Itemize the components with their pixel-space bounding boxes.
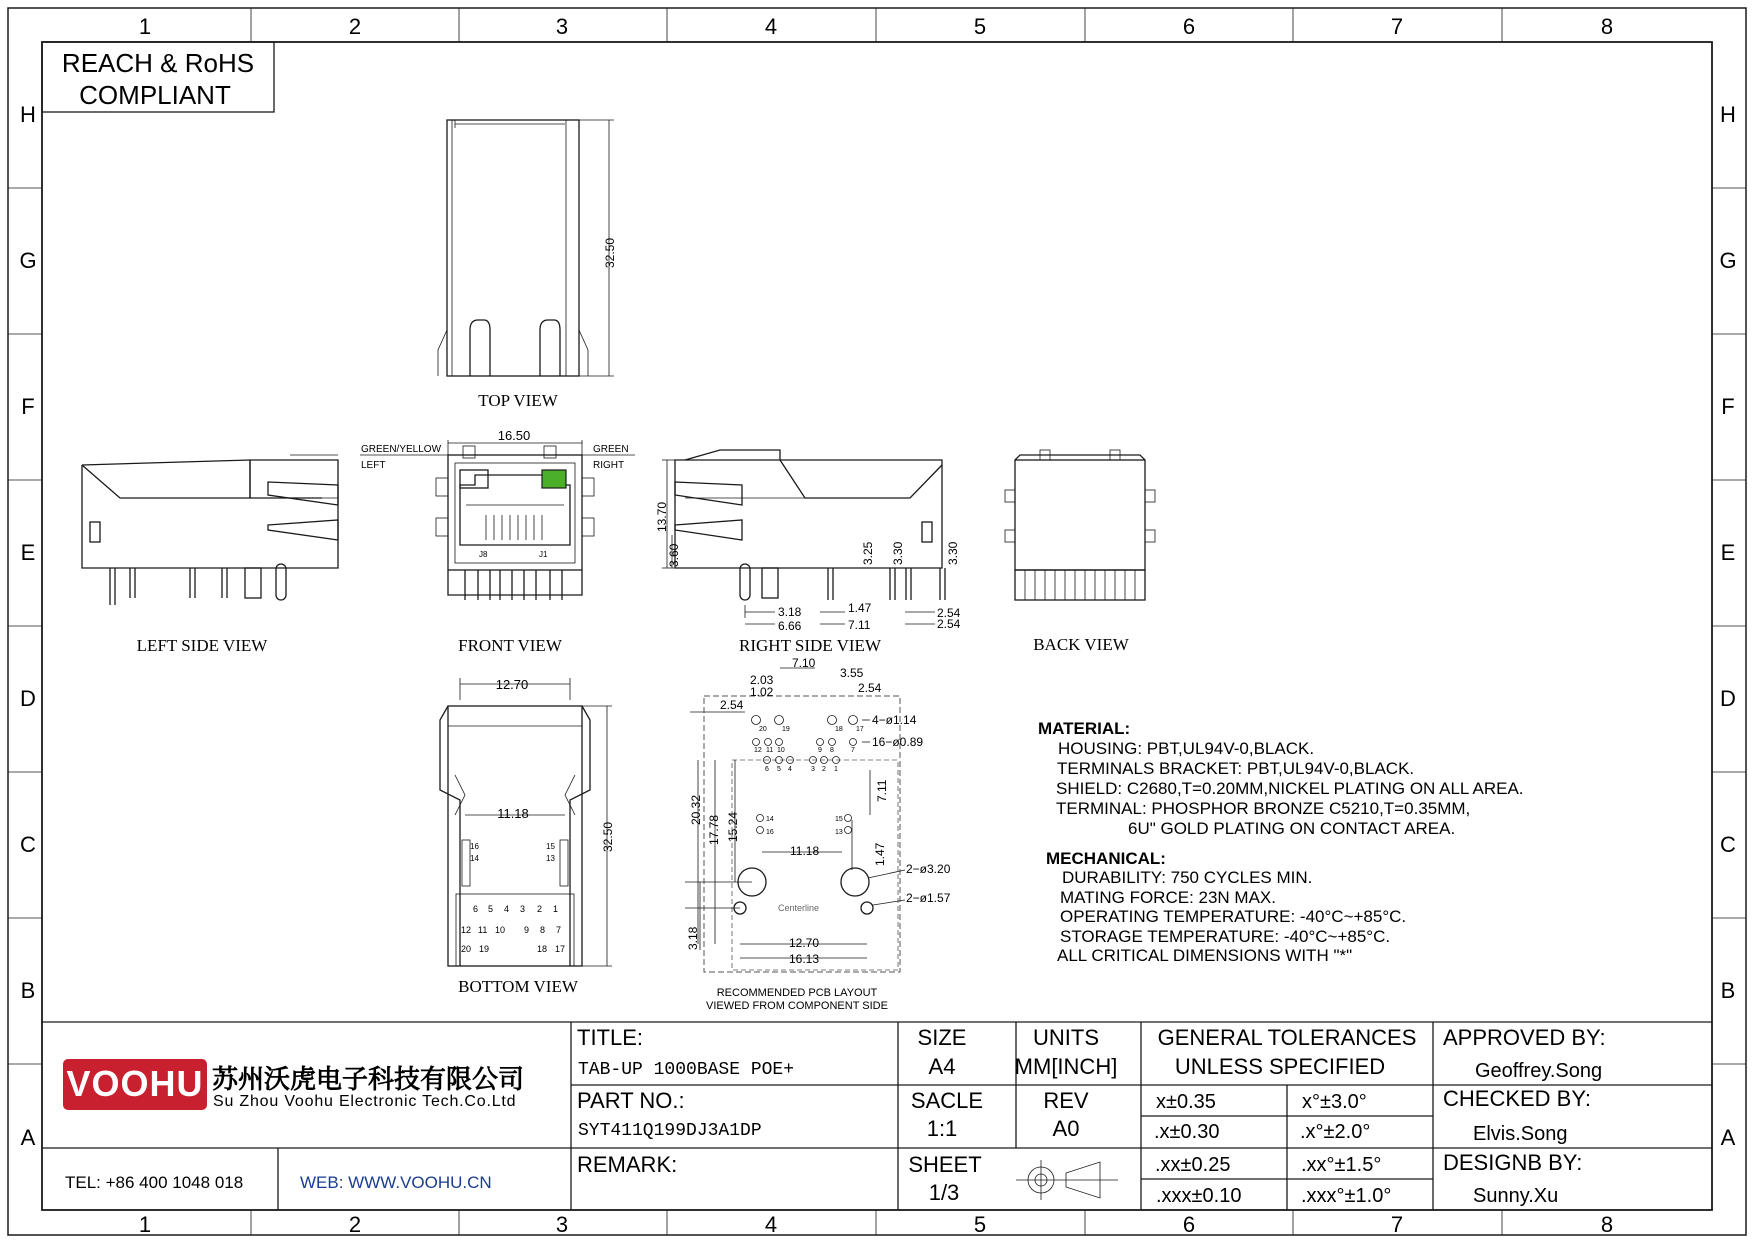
tolerance-linear: .x±0.30 bbox=[1154, 1121, 1220, 1143]
dim-front-width: 16.50 bbox=[497, 428, 531, 443]
grid-column-label: 5 bbox=[973, 14, 987, 39]
grid-column-label: 4 bbox=[764, 14, 778, 39]
pcb-hole-number: 11 bbox=[766, 747, 774, 754]
dim-bottom-inner: 11.18 bbox=[497, 806, 529, 821]
dim-pcb-d320: 2−ø3.20 bbox=[906, 862, 951, 876]
pcb-hole bbox=[845, 827, 852, 834]
tolerance-title-2: UNLESS SPECIFIED bbox=[1174, 1054, 1386, 1079]
pcb-note-line1: RECOMMENDED PCB LAYOUT bbox=[716, 987, 878, 999]
sheet-value: 1/3 bbox=[928, 1180, 960, 1205]
grid-row-label: A bbox=[1720, 1125, 1736, 1150]
mechanical-line: DURABILITY: 750 CYCLES MIN. bbox=[1062, 868, 1313, 887]
pcb-hole-number: 20 bbox=[759, 726, 767, 733]
grid-row-label: D bbox=[20, 686, 36, 711]
pin-label: 8 bbox=[540, 925, 546, 935]
dim-pcb-318: 3.18 bbox=[686, 926, 700, 950]
material-title: MATERIAL: bbox=[1038, 719, 1131, 738]
mechanical-line: OPERATING TEMPERATURE: -40°C~+85°C. bbox=[1060, 907, 1407, 926]
bottom-pin-row2 bbox=[461, 925, 561, 935]
pcb-layout bbox=[685, 656, 951, 1012]
pcb-hole-number: 7 bbox=[851, 747, 855, 754]
right-side-view bbox=[655, 450, 961, 655]
dim-rs-254b: 2.54 bbox=[937, 617, 961, 631]
dim-rs-330a: 3.30 bbox=[891, 541, 905, 565]
grid-row-label: H bbox=[20, 102, 36, 127]
top-view bbox=[438, 120, 617, 410]
approved-value: Geoffrey.Song bbox=[1475, 1060, 1603, 1082]
tolerance-linear: x±0.35 bbox=[1156, 1091, 1216, 1113]
pcb-hole bbox=[752, 716, 761, 725]
pcb-hole-number: 13 bbox=[835, 829, 843, 836]
pcb-hole-number: 12 bbox=[754, 747, 762, 754]
led-left-color: GREEN/YELLOW bbox=[361, 444, 442, 455]
scale-value: 1:1 bbox=[926, 1116, 958, 1141]
pcb-hole-number: 3 bbox=[811, 766, 815, 773]
left-side-view bbox=[82, 455, 338, 655]
grid-column-label: 2 bbox=[348, 1212, 362, 1237]
compliance-line1: REACH & RoHS bbox=[61, 48, 255, 78]
pin-label: 2 bbox=[537, 904, 543, 914]
grid-row-label: C bbox=[20, 832, 36, 857]
pcb-hole-number: 5 bbox=[777, 766, 781, 773]
right-side-view-label: RIGHT SIDE VIEW bbox=[739, 636, 881, 655]
pin-label: 19 bbox=[479, 944, 490, 954]
dim-pcb-1524: 15.24 bbox=[726, 811, 740, 842]
dim-rs-147: 1.47 bbox=[848, 601, 872, 615]
dim-rs-330b: 3.30 bbox=[946, 541, 960, 565]
checked-value: Elvis.Song bbox=[1473, 1123, 1568, 1145]
dim-bottom-width: 12.70 bbox=[495, 677, 529, 692]
material-line: TERMINALS BRACKET: PBT,UL94V-0,BLACK. bbox=[1057, 759, 1415, 778]
pcb-hole bbox=[850, 739, 857, 746]
spec-notes bbox=[1038, 719, 1524, 965]
mechanical-line: STORAGE TEMPERATURE: -40°C~+85°C. bbox=[1060, 927, 1391, 946]
rev-value: A0 bbox=[1052, 1116, 1080, 1141]
grid-column-label: 1 bbox=[138, 1212, 152, 1237]
pin-label: 4 bbox=[504, 904, 510, 914]
dim-top-length: 32.50 bbox=[603, 237, 617, 268]
material-line: 6U" GOLD PLATING ON CONTACT AREA. bbox=[1128, 819, 1456, 838]
pcb-hole bbox=[845, 815, 852, 822]
pin-label: 7 bbox=[556, 925, 562, 935]
dim-pcb-102: 1.02 bbox=[750, 685, 774, 699]
pcb-hole bbox=[757, 827, 764, 834]
tolerance-angular: .xxx°±1.0° bbox=[1301, 1185, 1392, 1207]
dim-rs-666: 6.66 bbox=[778, 619, 802, 633]
led-right-position: RIGHT bbox=[593, 460, 625, 471]
dim-bottom-length: 32.50 bbox=[601, 821, 615, 852]
company-name-cn: 苏州沃虎电子科技有限公司 bbox=[212, 1064, 525, 1094]
scale-label: SACLE bbox=[910, 1088, 984, 1113]
top-view-label: TOP VIEW bbox=[478, 391, 558, 410]
part-no-value: SYT411Q199DJ3A1DP bbox=[578, 1121, 762, 1141]
remark-label: REMARK: bbox=[577, 1152, 678, 1177]
back-view bbox=[1005, 450, 1155, 654]
grid-row-label: E bbox=[20, 540, 36, 565]
pcb-hole-number: 16 bbox=[766, 829, 774, 836]
pin-label: 1 bbox=[553, 904, 559, 914]
dim-rs-325: 3.25 bbox=[861, 541, 875, 565]
pcb-hole bbox=[775, 716, 784, 725]
projection-symbol-icon bbox=[1016, 1160, 1118, 1200]
dim-rs-height: 13.70 bbox=[655, 501, 669, 532]
grid-row-label: E bbox=[1720, 540, 1736, 565]
grid-column-label: 3 bbox=[555, 1212, 569, 1237]
grid-column-label: 8 bbox=[1600, 14, 1614, 39]
right-led bbox=[542, 470, 566, 488]
grid-row-label: D bbox=[1720, 686, 1736, 711]
grid-row-label: G bbox=[19, 248, 37, 273]
dim-pcb-1613: 16.13 bbox=[789, 952, 820, 966]
bottom-led-15: 15 bbox=[546, 842, 555, 851]
tolerance-linear: .xxx±0.10 bbox=[1156, 1185, 1242, 1207]
pcb-holes bbox=[752, 716, 864, 837]
tolerance-angular: .xx°±1.5° bbox=[1301, 1154, 1382, 1176]
front-view-label: FRONT VIEW bbox=[458, 636, 562, 655]
bottom-pin-row1 bbox=[473, 904, 558, 914]
pcb-hole-number: 1 bbox=[834, 766, 838, 773]
grid-row-label: F bbox=[21, 394, 35, 419]
led-left-position: LEFT bbox=[361, 460, 386, 471]
approved-label: APPROVED BY: bbox=[1443, 1025, 1606, 1050]
pin-label: 12 bbox=[461, 925, 472, 935]
grid-row-label: B bbox=[1720, 978, 1736, 1003]
dim-pcb-254a: 2.54 bbox=[720, 698, 744, 712]
grid-column-label: 6 bbox=[1182, 1212, 1196, 1237]
pin-label: 11 bbox=[478, 925, 488, 935]
pcb-hole bbox=[828, 716, 837, 725]
bottom-view-label: BOTTOM VIEW bbox=[458, 977, 578, 996]
bottom-led-13: 13 bbox=[546, 854, 555, 863]
grid-column-label: 3 bbox=[555, 14, 569, 39]
front-j1: J1 bbox=[539, 550, 548, 559]
mechanical-title: MECHANICAL: bbox=[1046, 849, 1166, 868]
units-label: UNITS bbox=[1033, 1025, 1099, 1050]
left-side-view-label: LEFT SIDE VIEW bbox=[136, 636, 268, 655]
pcb-centerline: Centerline bbox=[778, 903, 820, 913]
dim-pcb-254b: 2.54 bbox=[858, 681, 882, 695]
grid-column-label: 8 bbox=[1600, 1212, 1614, 1237]
tolerance-title-1: GENERAL TOLERANCES bbox=[1157, 1025, 1417, 1050]
part-no-label: PART NO.: bbox=[577, 1088, 685, 1113]
pcb-hole-number: 9 bbox=[818, 747, 822, 754]
grid-column-label: 4 bbox=[764, 1212, 778, 1237]
grid-column-label: 2 bbox=[348, 14, 362, 39]
dim-pcb-711: 7.11 bbox=[875, 779, 889, 802]
pcb-hole bbox=[776, 739, 783, 746]
tel: TEL: +86 400 1048 018 bbox=[65, 1173, 244, 1192]
grid-column-label: 1 bbox=[138, 14, 152, 39]
pcb-hole bbox=[829, 739, 836, 746]
tolerance-angular: x°±3.0° bbox=[1302, 1091, 1367, 1113]
mechanical-line: ALL CRITICAL DIMENSIONS WITH "*" bbox=[1057, 946, 1353, 965]
pcb-note-line2: VIEWED FROM COMPONENT SIDE bbox=[706, 1000, 888, 1012]
designed-label: DESIGNB BY: bbox=[1443, 1150, 1583, 1175]
pin-label: 18 bbox=[537, 944, 548, 954]
pin-label: 10 bbox=[495, 925, 506, 935]
pcb-hole-number: 4 bbox=[788, 766, 792, 773]
bottom-view bbox=[440, 677, 615, 996]
pin-label: 3 bbox=[520, 904, 526, 914]
pcb-hole bbox=[817, 739, 824, 746]
title-label: TITLE: bbox=[577, 1025, 644, 1050]
title-block bbox=[42, 1022, 1712, 1210]
grid-zones bbox=[8, 8, 1746, 1237]
pin-label: 9 bbox=[524, 925, 530, 935]
grid-row-label: G bbox=[1719, 248, 1737, 273]
dim-pcb-1778: 17.78 bbox=[707, 814, 721, 845]
outer-frame bbox=[8, 8, 1746, 1235]
website[interactable]: WEB: WWW.VOOHU.CN bbox=[300, 1173, 492, 1192]
led-right-color: GREEN bbox=[593, 444, 629, 455]
grid-row-label: A bbox=[20, 1125, 36, 1150]
pcb-hole-number: 14 bbox=[766, 816, 774, 823]
grid-column-label: 6 bbox=[1182, 14, 1196, 39]
pcb-hole bbox=[753, 739, 760, 746]
dim-rs-318: 3.18 bbox=[778, 605, 802, 619]
pcb-hole-number: 8 bbox=[830, 747, 834, 754]
pcb-hole-number: 17 bbox=[856, 726, 864, 733]
bottom-led-14: 14 bbox=[470, 854, 479, 863]
compliance-line2: COMPLIANT bbox=[79, 80, 231, 110]
dim-pcb-147: 1.47 bbox=[873, 842, 887, 866]
tolerance-angular: .x°±2.0° bbox=[1300, 1121, 1371, 1143]
grid-row-label: H bbox=[1720, 102, 1736, 127]
tolerance-linear: .xx±0.25 bbox=[1155, 1154, 1231, 1176]
pcb-hole-number: 6 bbox=[765, 766, 769, 773]
dim-pcb-d157: 2−ø1.57 bbox=[906, 891, 951, 905]
mechanical-line: MATING FORCE: 23N MAX. bbox=[1060, 888, 1276, 907]
bottom-led-16: 16 bbox=[470, 842, 479, 851]
dim-rs-height2: 3.60 bbox=[667, 543, 681, 567]
dim-rs-711: 7.11 bbox=[848, 618, 871, 632]
voohu-logo-text: VOOHU bbox=[66, 1063, 204, 1104]
back-view-label: BACK VIEW bbox=[1033, 635, 1129, 654]
pin-label: 6 bbox=[473, 904, 479, 914]
pcb-hole-number: 19 bbox=[782, 726, 790, 733]
grid-column-label: 7 bbox=[1390, 14, 1404, 39]
pcb-hole bbox=[849, 716, 858, 725]
pcb-hole-number: 15 bbox=[835, 816, 843, 823]
sheet-label: SHEET bbox=[908, 1152, 982, 1177]
grid-row-label: B bbox=[20, 978, 36, 1003]
pcb-hole-number: 18 bbox=[835, 726, 843, 733]
pin-label: 20 bbox=[461, 944, 472, 954]
units-value: MM[INCH] bbox=[1014, 1054, 1118, 1079]
dim-pcb-355: 3.55 bbox=[840, 666, 864, 680]
dim-pcb-2032: 20.32 bbox=[689, 794, 703, 825]
front-view bbox=[360, 428, 635, 655]
dim-pcb-203: 2.03 bbox=[750, 673, 774, 687]
pcb-hole-number: 10 bbox=[777, 747, 785, 754]
dim-pcb-710: 7.10 bbox=[792, 656, 816, 670]
pin-label: 17 bbox=[555, 944, 566, 954]
checked-label: CHECKED BY: bbox=[1443, 1086, 1591, 1111]
material-line: TERMINAL: PHOSPHOR BRONZE C5210,T=0.35MM, bbox=[1056, 799, 1471, 818]
grid-column-label: 7 bbox=[1390, 1212, 1404, 1237]
dim-pcb-1270: 12.70 bbox=[789, 936, 820, 950]
pcb-hole-number: 2 bbox=[822, 766, 826, 773]
dim-pcb-1118: 11.18 bbox=[790, 844, 820, 858]
dim-pcb-d089: 16−ø0.89 bbox=[872, 735, 924, 749]
size-label: SIZE bbox=[917, 1025, 967, 1050]
front-j8: J8 bbox=[479, 550, 488, 559]
rev-label: REV bbox=[1043, 1088, 1089, 1113]
size-value: A4 bbox=[928, 1054, 956, 1079]
grid-column-label: 5 bbox=[973, 1212, 987, 1237]
grid-row-label: C bbox=[1720, 832, 1736, 857]
designed-value: Sunny.Xu bbox=[1473, 1185, 1559, 1207]
title-value: TAB-UP 1000BASE POE+ bbox=[578, 1060, 795, 1080]
material-line: SHIELD: C2680,T=0.20MM,NICKEL PLATING ON ALL AREA. bbox=[1056, 779, 1524, 798]
bottom-pin-row3 bbox=[461, 944, 565, 954]
pin-label: 5 bbox=[488, 904, 494, 914]
pcb-hole bbox=[757, 815, 764, 822]
company-name-en: Su Zhou Voohu Electronic Tech.Co.Ltd bbox=[213, 1093, 517, 1110]
dim-pcb-d114: 4−ø1.14 bbox=[872, 713, 917, 727]
dim-rs-254a: 2.54 bbox=[937, 606, 961, 620]
grid-row-label: F bbox=[1721, 394, 1735, 419]
pcb-hole bbox=[765, 739, 772, 746]
material-line: HOUSING: PBT,UL94V-0,BLACK. bbox=[1058, 739, 1315, 758]
